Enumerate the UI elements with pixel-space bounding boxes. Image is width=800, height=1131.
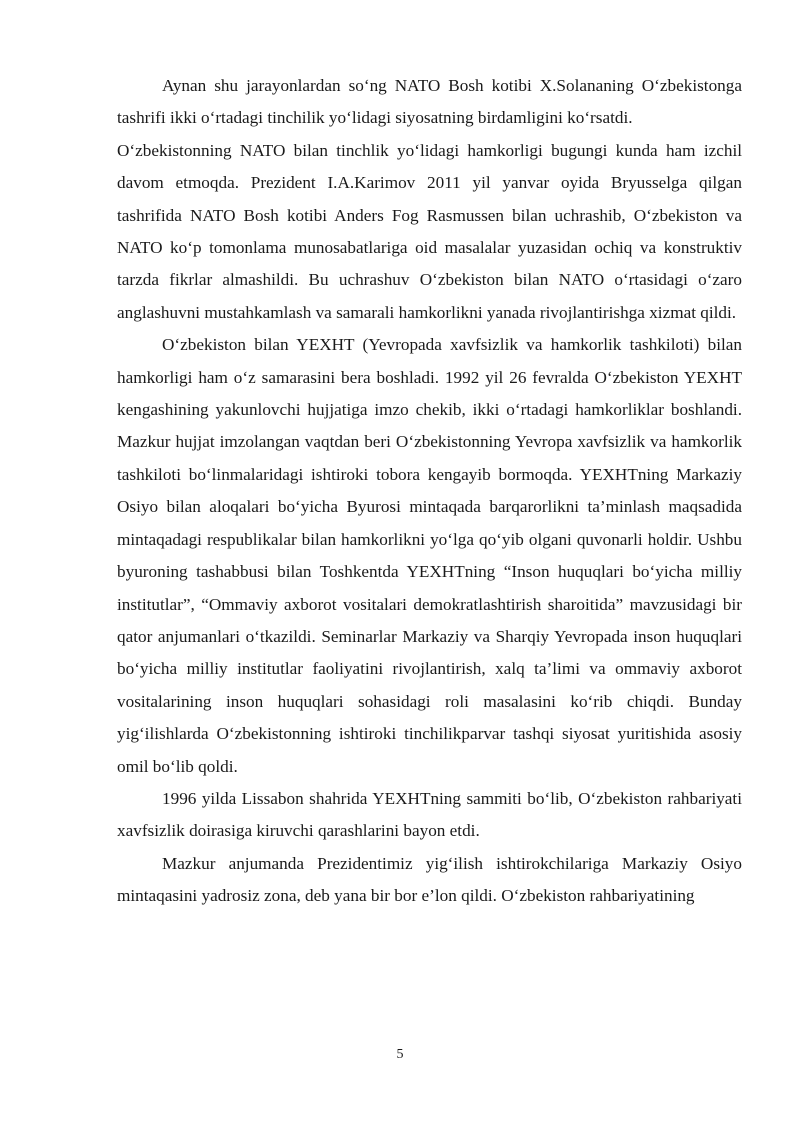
page-number: 5 <box>396 1047 404 1062</box>
paragraph-nato-visit: Aynan shu jarayonlardan so‘ng NATO Bosh kotibi X.Solananing O‘zbekistonga tashrifi ikki o‘rtadagi tinchilik yo‘lidagi siyosatning birdamligini ko‘rsatdi. <box>117 76 742 128</box>
paragraph-nuclear-free-zone: Mazkur anjumanda Prezidentimiz yig‘ilish ishtirokchilariga Markaziy Osiyo mintaqasini yadrosiz zona, deb yana bir bor e’lon qildi. O‘zbekiston rahbariyatining <box>117 853 742 906</box>
page-body <box>117 70 742 913</box>
paragraph-lisbon-summit: 1996 yilda Lissabon shahrida YEXHTning sammiti bo‘lib, O‘zbekiston rahbariyati xavfsizlik doirasiga kiruvchi qarashlarini bayon etdi. <box>117 788 742 841</box>
paragraph-osce-cooperation: O‘zbekiston bilan YEXHT (Yevropada xavfsizlik va hamkorlik tashkiloti) bilan hamkorligi ham o‘z samarasini bera boshladi. 1992 yil 26 fevralda O‘zbekiston YEXHT kengashining yakunlovchi hujjatiga imzo chekib, ikki o‘rtadagi hamkorliklar boshlandi. Mazkur hujjat imzolangan vaqtdan beri O‘zbekistonning Yevropa xavfsizlik va hamkorlik tashkiloti bo‘linmalaridagi ishtiroki tobora kengayib bormoqda. YEXHTning Markaziy Osiyo bilan aloqalari bo‘yicha Byurosi mintaqada barqarorlikni ta’minlash maqsadida mintaqadagi respublikalar bilan hamkorlikni yo‘lga qo‘yib olgani quvonarli holdir. Ushbu byuroning tashabbusi bilan Toshkentda YEXHTning “Inson huquqlari bo‘yicha milliy institutlar”, “Ommaviy axborot vositalari demokratlashtirish sharoitida” mavzusidagi bir qator anjumanlari o‘tkazildi. Seminarlar Markaziy va Sharqiy Yevropada inson huquqlari bo‘yicha milliy institutlar faoliyatini rivojlantirish, xalq ta’limi va ommaviy axborot vositalarining inson huquqlari sohasidagi roli masalasini ko‘rib chiqdi. Bunday yig‘ilishlarda O‘zbekistonning ishtiroki tinchilikparvar tashqi siyosat yuritishida asosiy omil bo‘lib qoldi. <box>117 335 742 776</box>
paragraph-nato-cooperation: O‘zbekistonning NATO bilan tinchlik yo‘lidagi hamkorligi bugungi kunda ham izchil davom etmoqda. Prezident I.A.Karimov 2011 yil yanvar oyida Bryusselga qilgan tashrifida NATO Bosh kotibi Anders Fog Rasmussen bilan uchrashib, O‘zbekiston va NATO ko‘p tomonlama munosabatlariga oid masalalar yuzasidan ochiq va konstruktiv tarzda fikrlar almashildi. Bu uchrashuv O‘zbekiston bilan NATO o‘rtasidagi o‘zaro anglashuvni mustahkamlash va samarali hamkorlikni yanada rivojlantirishga xizmat qildi. <box>117 140 742 322</box>
